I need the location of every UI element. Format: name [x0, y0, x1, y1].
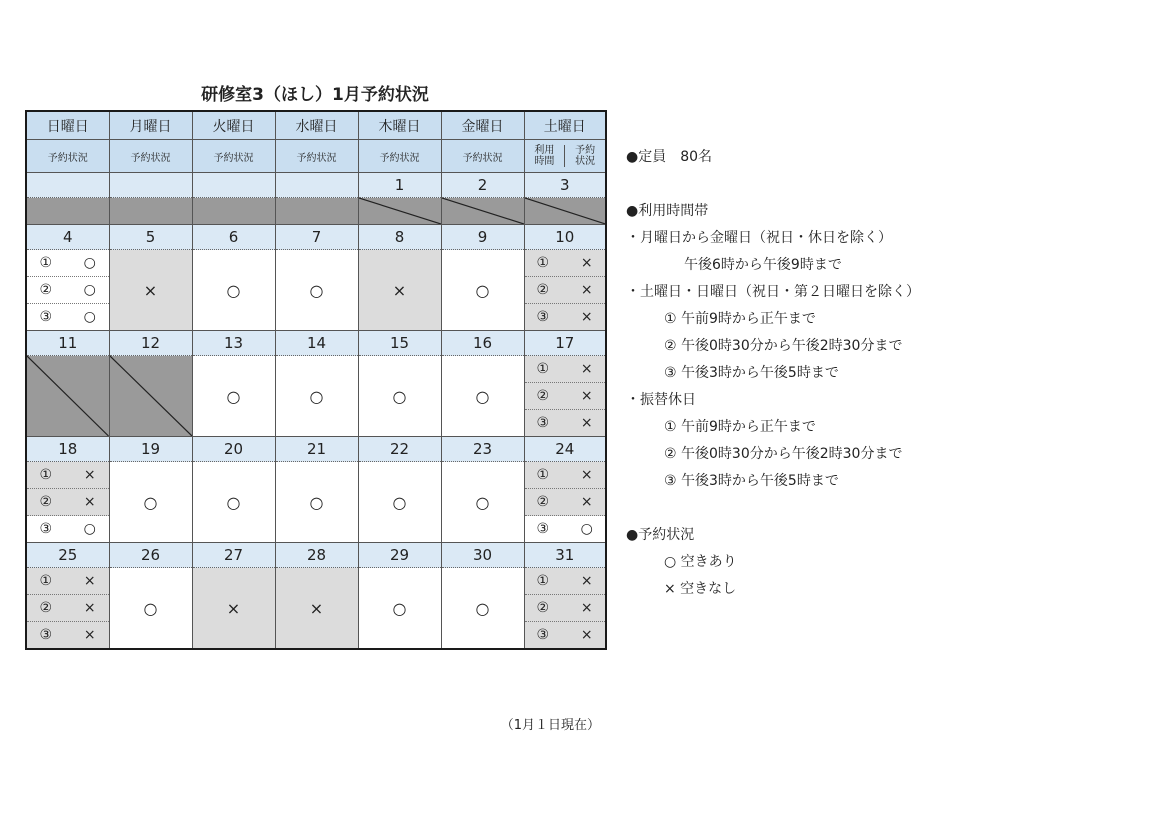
- slot-number: ①: [536, 467, 550, 483]
- date-cell: 31: [524, 543, 606, 568]
- slot-number: ③: [39, 627, 53, 643]
- date-cell: 26: [109, 543, 192, 568]
- date-row: [26, 225, 606, 250]
- slot-cell: [26, 250, 109, 277]
- slot-cell: [26, 277, 109, 304]
- date-cell: 16: [441, 331, 524, 356]
- status-legend-title: ●予約状況: [626, 527, 695, 543]
- date-cell: 7: [275, 225, 358, 250]
- slot-cell: [26, 568, 109, 595]
- slot-cell: [524, 489, 606, 516]
- weekday-title: ・月曜日から金曜日（祝日・休日を除く）: [626, 230, 892, 246]
- weekday-header: 木曜日: [358, 111, 441, 140]
- day-status-cell: ○: [441, 356, 524, 437]
- slot-number: ①: [39, 467, 53, 483]
- page-title: 研修室3（ほし）1月予約状況: [201, 85, 429, 105]
- availability-mark: ×: [580, 415, 593, 431]
- slot-cell: [26, 304, 109, 331]
- day-status-cell: ○: [192, 250, 275, 331]
- weekday-time: 午後6時から午後9時まで: [684, 257, 842, 273]
- day-status-cell: ○: [358, 568, 441, 650]
- date-row: [26, 173, 606, 198]
- day-status-cell: ○: [192, 462, 275, 543]
- closed-day-cell: [109, 356, 192, 437]
- day-status-cell: ○: [358, 356, 441, 437]
- reservation-calendar: [25, 110, 607, 650]
- availability-mark: ×: [580, 573, 593, 589]
- saturday-subheader: [525, 140, 606, 172]
- slot-number: ③: [536, 627, 550, 643]
- date-cell: 18: [26, 437, 109, 462]
- date-cell: 11: [26, 331, 109, 356]
- date-cell: 9: [441, 225, 524, 250]
- status-header: 予約状況: [26, 140, 109, 173]
- slot-cell: [524, 356, 606, 383]
- availability-mark: ○: [580, 521, 593, 537]
- availability-mark: ×: [580, 467, 593, 483]
- date-row: [26, 437, 606, 462]
- date-cell: 19: [109, 437, 192, 462]
- day-status-cell: ○: [358, 462, 441, 543]
- date-cell: 28: [275, 543, 358, 568]
- status-header: 予約状況: [358, 140, 441, 173]
- date-cell: 2: [441, 173, 524, 198]
- weekday-header: 土曜日: [524, 111, 606, 140]
- availability-mark: ×: [83, 467, 96, 483]
- empty-day-cell: [192, 198, 275, 225]
- slot-cell: [524, 383, 606, 410]
- slot-cell: [524, 250, 606, 277]
- slot-row: [26, 356, 606, 383]
- usage-time-header: 利用 時間: [525, 145, 566, 167]
- closed-diagonal-icon: [442, 198, 524, 224]
- day-status-cell: ○: [109, 462, 192, 543]
- day-status-cell: ○: [275, 250, 358, 331]
- weekday-header-row: [26, 111, 606, 140]
- slot-number: ②: [536, 494, 550, 510]
- slot-cell: [26, 516, 109, 543]
- legend-full: × 空きなし: [664, 581, 737, 597]
- date-cell: 4: [26, 225, 109, 250]
- slot-number: ①: [39, 255, 53, 271]
- availability-mark: ×: [580, 255, 593, 271]
- date-cell: 17: [524, 331, 606, 356]
- status-header: 予約状況: [192, 140, 275, 173]
- availability-mark: ×: [83, 627, 96, 643]
- info-panel: [626, 144, 920, 603]
- status-header: 予約状況: [275, 140, 358, 173]
- slot-number: ①: [536, 573, 550, 589]
- closed-day-cell: [524, 198, 606, 225]
- date-cell: 14: [275, 331, 358, 356]
- date-cell: 23: [441, 437, 524, 462]
- day-status-cell: ×: [358, 250, 441, 331]
- reservation-status-header: 予約 状況: [575, 145, 596, 167]
- weekend-slot-1: ① 午前9時から正午まで: [664, 311, 816, 327]
- closed-day-cell: [26, 356, 109, 437]
- slot-number: ②: [39, 600, 53, 616]
- status-header: 予約状況: [441, 140, 524, 173]
- availability-mark: ×: [580, 361, 593, 377]
- availability-mark: ○: [83, 309, 96, 325]
- empty-day-cell: [26, 198, 109, 225]
- date-cell: 1: [358, 173, 441, 198]
- day-status-cell: ×: [109, 250, 192, 331]
- date-cell: 25: [26, 543, 109, 568]
- availability-mark: ×: [83, 573, 96, 589]
- empty-day-cell: [275, 198, 358, 225]
- slot-number: ②: [39, 282, 53, 298]
- availability-mark: ×: [580, 282, 593, 298]
- slot-cell: [26, 489, 109, 516]
- slot-row: [26, 462, 606, 489]
- day-status-cell: ○: [109, 568, 192, 650]
- date-cell: 27: [192, 543, 275, 568]
- weekday-header: 火曜日: [192, 111, 275, 140]
- slot-row: [26, 568, 606, 595]
- day-status-cell: ○: [441, 568, 524, 650]
- slot-number: ①: [536, 361, 550, 377]
- date-cell: 13: [192, 331, 275, 356]
- date-cell: 21: [275, 437, 358, 462]
- day-status-cell: ×: [192, 568, 275, 650]
- availability-mark: ×: [580, 600, 593, 616]
- capacity-text: ●定員 80名: [626, 149, 713, 165]
- date-row: [26, 331, 606, 356]
- availability-mark: ×: [580, 627, 593, 643]
- day-status-cell: ○: [441, 250, 524, 331]
- weekend-title: ・土曜日・日曜日（祝日・第２日曜日を除く）: [626, 284, 920, 300]
- weekday-header: 水曜日: [275, 111, 358, 140]
- slot-number: ②: [536, 282, 550, 298]
- status-header-row: [26, 140, 606, 173]
- weekend-slot-3: ③ 午後3時から午後5時まで: [664, 365, 839, 381]
- status-header: 予約状況: [109, 140, 192, 173]
- day-status-cell: ○: [275, 356, 358, 437]
- slot-number: ③: [39, 521, 53, 537]
- weekday-header: 日曜日: [26, 111, 109, 140]
- slot-number: ②: [39, 494, 53, 510]
- day-status-cell: ○: [441, 462, 524, 543]
- slot-cell: [524, 622, 606, 650]
- closed-day-cell: [358, 198, 441, 225]
- date-cell: 12: [109, 331, 192, 356]
- saturday-status-header: [524, 140, 606, 173]
- closed-diagonal-icon: [110, 356, 192, 436]
- weekday-header: 金曜日: [441, 111, 524, 140]
- date-cell: [275, 173, 358, 198]
- date-cell: 8: [358, 225, 441, 250]
- holiday-slot-2: ② 午後0時30分から午後2時30分まで: [664, 446, 903, 462]
- holiday-slot-3: ③ 午後3時から午後5時まで: [664, 473, 839, 489]
- date-cell: 6: [192, 225, 275, 250]
- slot-number: ①: [536, 255, 550, 271]
- availability-mark: ×: [580, 494, 593, 510]
- slot-number: ③: [536, 521, 550, 537]
- date-cell: 15: [358, 331, 441, 356]
- closed-diagonal-icon: [359, 198, 441, 224]
- date-cell: 20: [192, 437, 275, 462]
- slot-cell: [524, 277, 606, 304]
- availability-mark: ×: [83, 600, 96, 616]
- closed-diagonal-icon: [27, 356, 109, 436]
- date-cell: 10: [524, 225, 606, 250]
- availability-mark: ○: [83, 255, 96, 271]
- closed-day-cell: [441, 198, 524, 225]
- availability-mark: ×: [580, 309, 593, 325]
- date-row: [26, 543, 606, 568]
- slot-cell: [524, 462, 606, 489]
- closed-diagonal-icon: [525, 198, 606, 224]
- empty-day-cell: [109, 198, 192, 225]
- slot-cell: [524, 595, 606, 622]
- availability-mark: ×: [83, 494, 96, 510]
- date-cell: 29: [358, 543, 441, 568]
- slot-number: ①: [39, 573, 53, 589]
- slot-cell: [524, 410, 606, 437]
- slot-number: ②: [536, 600, 550, 616]
- slot-number: ③: [39, 309, 53, 325]
- legend-available: ○ 空きあり: [664, 554, 737, 570]
- weekend-slot-2: ② 午後0時30分から午後2時30分まで: [664, 338, 903, 354]
- date-cell: 3: [524, 173, 606, 198]
- slot-cell: [26, 462, 109, 489]
- slot-cell: [524, 516, 606, 543]
- as-of-note: （1月１日現在）: [500, 718, 600, 733]
- day-status-cell: ×: [275, 568, 358, 650]
- date-cell: [109, 173, 192, 198]
- availability-mark: ○: [83, 521, 96, 537]
- slot-cell: [524, 568, 606, 595]
- slot-number: ②: [536, 388, 550, 404]
- slot-row: [26, 250, 606, 277]
- slot-cell: [524, 304, 606, 331]
- slot-cell: [26, 622, 109, 650]
- slot-cell: [26, 595, 109, 622]
- day-status-cell: ○: [192, 356, 275, 437]
- date-cell: [26, 173, 109, 198]
- holiday-slot-1: ① 午前9時から正午まで: [664, 419, 816, 435]
- slot-number: ③: [536, 415, 550, 431]
- availability-mark: ×: [580, 388, 593, 404]
- hours-title: ●利用時間帯: [626, 203, 709, 219]
- date-cell: 30: [441, 543, 524, 568]
- date-cell: [192, 173, 275, 198]
- weekday-header: 月曜日: [109, 111, 192, 140]
- date-cell: 24: [524, 437, 606, 462]
- slot-number: ③: [536, 309, 550, 325]
- day-status-cell: ○: [275, 462, 358, 543]
- availability-mark: ○: [83, 282, 96, 298]
- date-cell: 22: [358, 437, 441, 462]
- holiday-title: ・振替休日: [626, 392, 696, 408]
- date-cell: 5: [109, 225, 192, 250]
